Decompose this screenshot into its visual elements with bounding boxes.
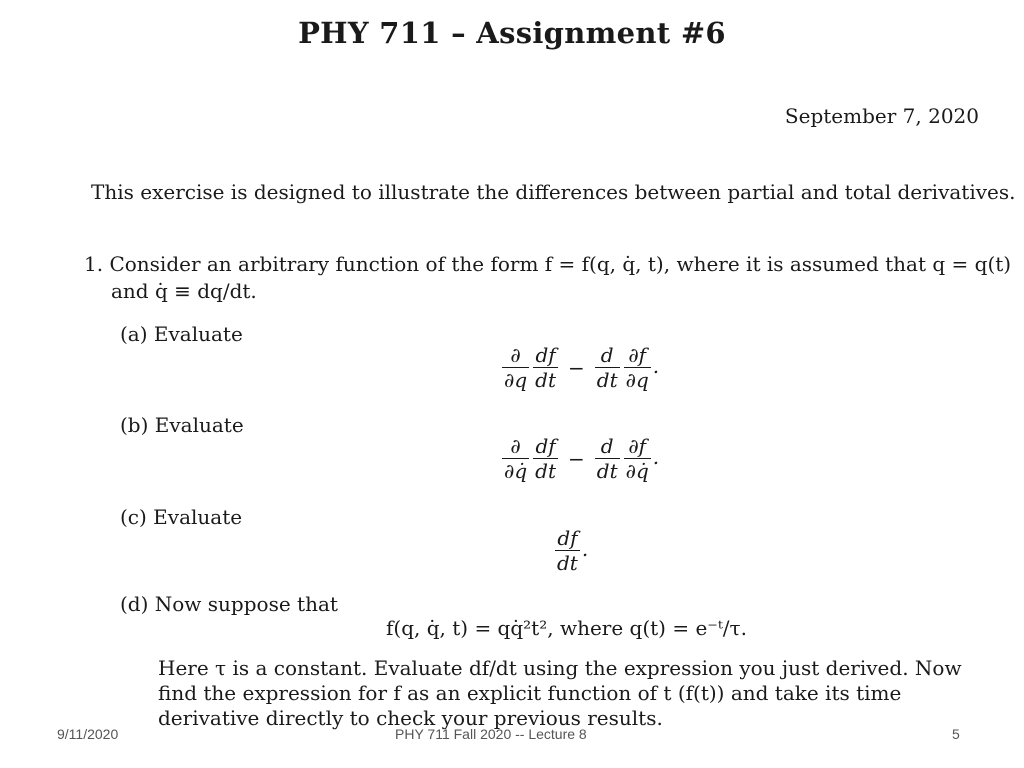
minus-sign: − (568, 446, 585, 471)
frac-den: dt (535, 459, 556, 483)
frac-num: ∂ (510, 434, 521, 458)
frac-num: ∂f (628, 343, 647, 367)
period: . (581, 537, 589, 561)
frac-num: df (557, 526, 578, 550)
frac-num: df (535, 343, 556, 367)
period: . (652, 445, 660, 469)
period: . (652, 354, 660, 378)
problem-1-line-1: 1. Consider an arbitrary function of the form f = f(q, q̇, t), where it is assumed that q = q(t) (84, 252, 1012, 276)
footer-course: PHY 711 Fall 2020 -- Lecture 8 (395, 726, 587, 742)
frac-num: ∂f (628, 434, 647, 458)
frac-num: d (600, 434, 614, 458)
part-a-label: (a) Evaluate (120, 322, 243, 346)
frac-den: dt (596, 368, 618, 392)
footer-date: 9/11/2020 (57, 726, 119, 742)
problem-1-line-2: and q̇ ≡ dq/dt. (111, 279, 257, 303)
frac-den: ∂q̇ (504, 459, 528, 483)
assignment-date: September 7, 2020 (784, 104, 979, 128)
part-c-equation (553, 527, 588, 574)
part-b-label: (b) Evaluate (120, 413, 244, 437)
part-a-equation (500, 344, 659, 391)
part-d-equation: f(q, q̇, t) = qq̇²t², where q(t) = e⁻ᵗ/τ. (386, 616, 747, 640)
frac-num: ∂ (510, 343, 521, 367)
frac-num: d (600, 343, 614, 367)
minus-sign: − (568, 355, 585, 380)
intro-text: This exercise is designed to illustrate the differences between partial and total derivatives. (91, 180, 1016, 204)
part-c-label: (c) Evaluate (120, 505, 243, 529)
footer-page-number: 5 (952, 726, 960, 742)
assignment-title: PHY 711 – Assignment #6 (298, 16, 726, 50)
frac-den: ∂q (504, 368, 528, 392)
part-d-label: (d) Now suppose that (120, 592, 338, 616)
frac-den: dt (557, 551, 578, 575)
part-d-text: Here τ is a constant. Evaluate df/dt using the expression you just derived. Now find the expression for f as an explicit function of t (f(t)) and take its time derivative directly to check your previous results. (158, 656, 962, 730)
frac-num: df (535, 434, 556, 458)
part-b-equation (500, 435, 659, 482)
frac-den: ∂q (625, 368, 649, 392)
frac-den: dt (596, 459, 618, 483)
frac-den: ∂q̇ (625, 459, 649, 483)
frac-den: dt (535, 368, 556, 392)
